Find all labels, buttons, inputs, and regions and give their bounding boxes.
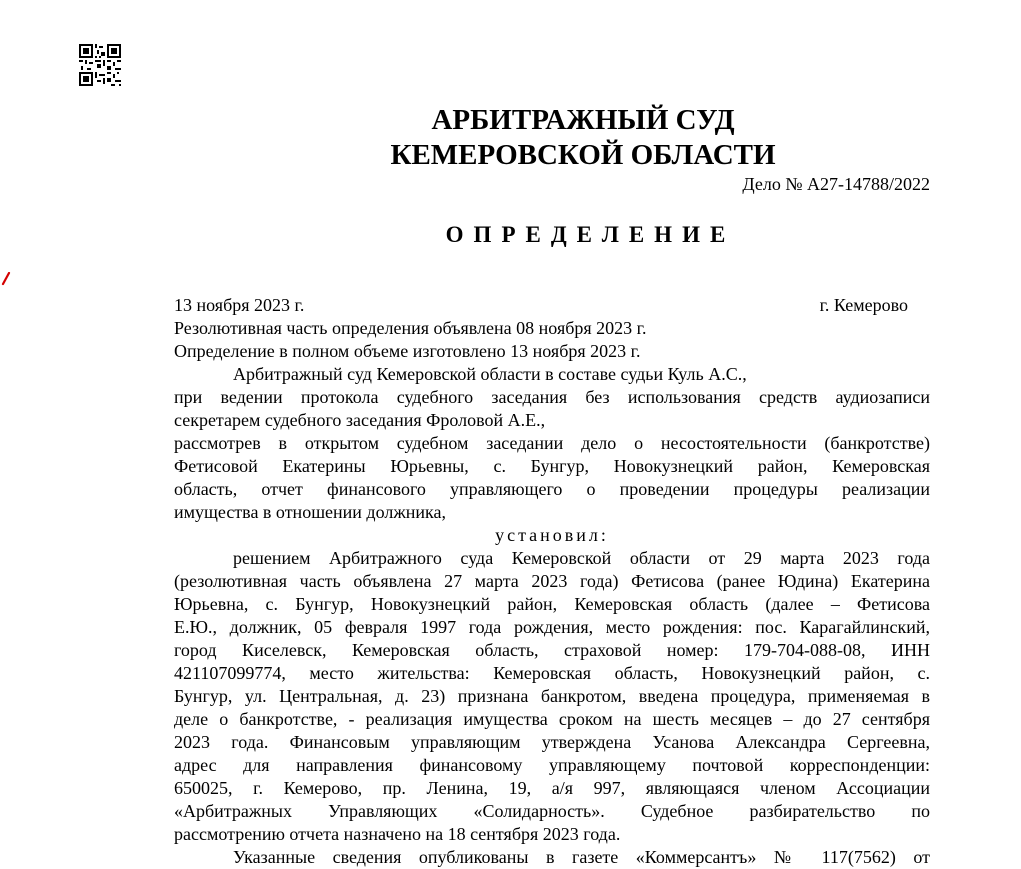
body-line: 2023 года. Финансовым управляющим утверждена Усанова Александра Сергеевна, (174, 732, 930, 752)
intro-line: Фетисовой Екатерины Юрьевны, с. Бунгур, Новокузнецкий район, Кемеровская (174, 456, 930, 476)
intro-line: область, отчет финансового управляющего о проведении процедуры реализации (174, 479, 930, 499)
body-line: рассмотрению отчета назначено на 18 сентября 2023 года. (174, 824, 621, 844)
date-city-row (174, 294, 930, 317)
qr-code (79, 44, 121, 86)
court-name-line2: КЕМЕРОВСКОЙ ОБЛАСТИ (390, 139, 776, 171)
body-line: 650025, г. Кемерово, пр. Ленина, 19, а/я 997, являющаяся членом Ассоциации (174, 778, 930, 798)
body-line: решением Арбитражного суда Кемеровской области от 29 марта 2023 года (233, 548, 930, 568)
body-line: Юрьевна, с. Бунгур, Новокузнецкий район, Кемеровская область (далее – Фетисова (174, 594, 930, 614)
produced-line: Определение в полном объеме изготовлено 13 ноября 2023 г. (174, 341, 641, 361)
established-heading: установил: (495, 525, 609, 545)
body-line: Бунгур, ул. Центральная, д. 23) признана банкротом, введена процедура, применяемая в (174, 686, 930, 706)
intro-line: секретарем судебного заседания Фроловой А.Е., (174, 410, 546, 430)
body-line: 421107099774, место жительства: Кемеровская область, Новокузнецкий район, с. (174, 663, 930, 683)
announced-line: Резолютивная часть определения объявлена 08 ноября 2023 г. (174, 318, 647, 338)
red-ink-mark (0, 272, 12, 286)
body-line: Е.Ю., должник, 05 февраля 1997 года рождения, место рождения: пос. Карагайлинский, (174, 617, 930, 637)
document-body (174, 294, 930, 869)
body-line: город Киселевск, Кемеровская область, страховой номер: 179-704-088-08, ИНН (174, 640, 930, 660)
intro-line: при ведении протокола судебного заседания без использования средств аудиозаписи (174, 387, 930, 407)
body-line: деле о банкротстве, - реализация имущества сроком на шесть месяцев – до 27 сентября (174, 709, 930, 729)
body-line: (резолютивная часть объявлена 27 марта 2023 года) Фетисова (ранее Юдина) Екатерина (174, 571, 930, 591)
document-type-heading: ОПРЕДЕЛЕНИЕ (445, 222, 736, 247)
court-name-line1: АРБИТРАЖНЫЙ СУД (431, 104, 735, 136)
intro-line: рассмотрев в открытом судебном заседании дело о несостоятельности (банкротстве) (174, 433, 930, 453)
body-line: адрес для направления финансовому управляющему почтовой корреспонденции: (174, 755, 930, 775)
intro-line: Арбитражный суд Кемеровской области в составе судьи Куль А.С., (233, 364, 747, 384)
document-city: г. Кемерово (819, 295, 908, 315)
body-line: «Арбитражных Управляющих «Солидарность». Судебное разбирательство по (174, 801, 930, 821)
body-line: Указанные сведения опубликованы в газете «Коммерсантъ» № 117(7562) от (233, 847, 930, 867)
case-number: Дело № А27-14788/2022 (742, 174, 930, 194)
document-date: 13 ноября 2023 г. (174, 295, 305, 315)
intro-line: имущества в отношении должника, (174, 502, 447, 522)
